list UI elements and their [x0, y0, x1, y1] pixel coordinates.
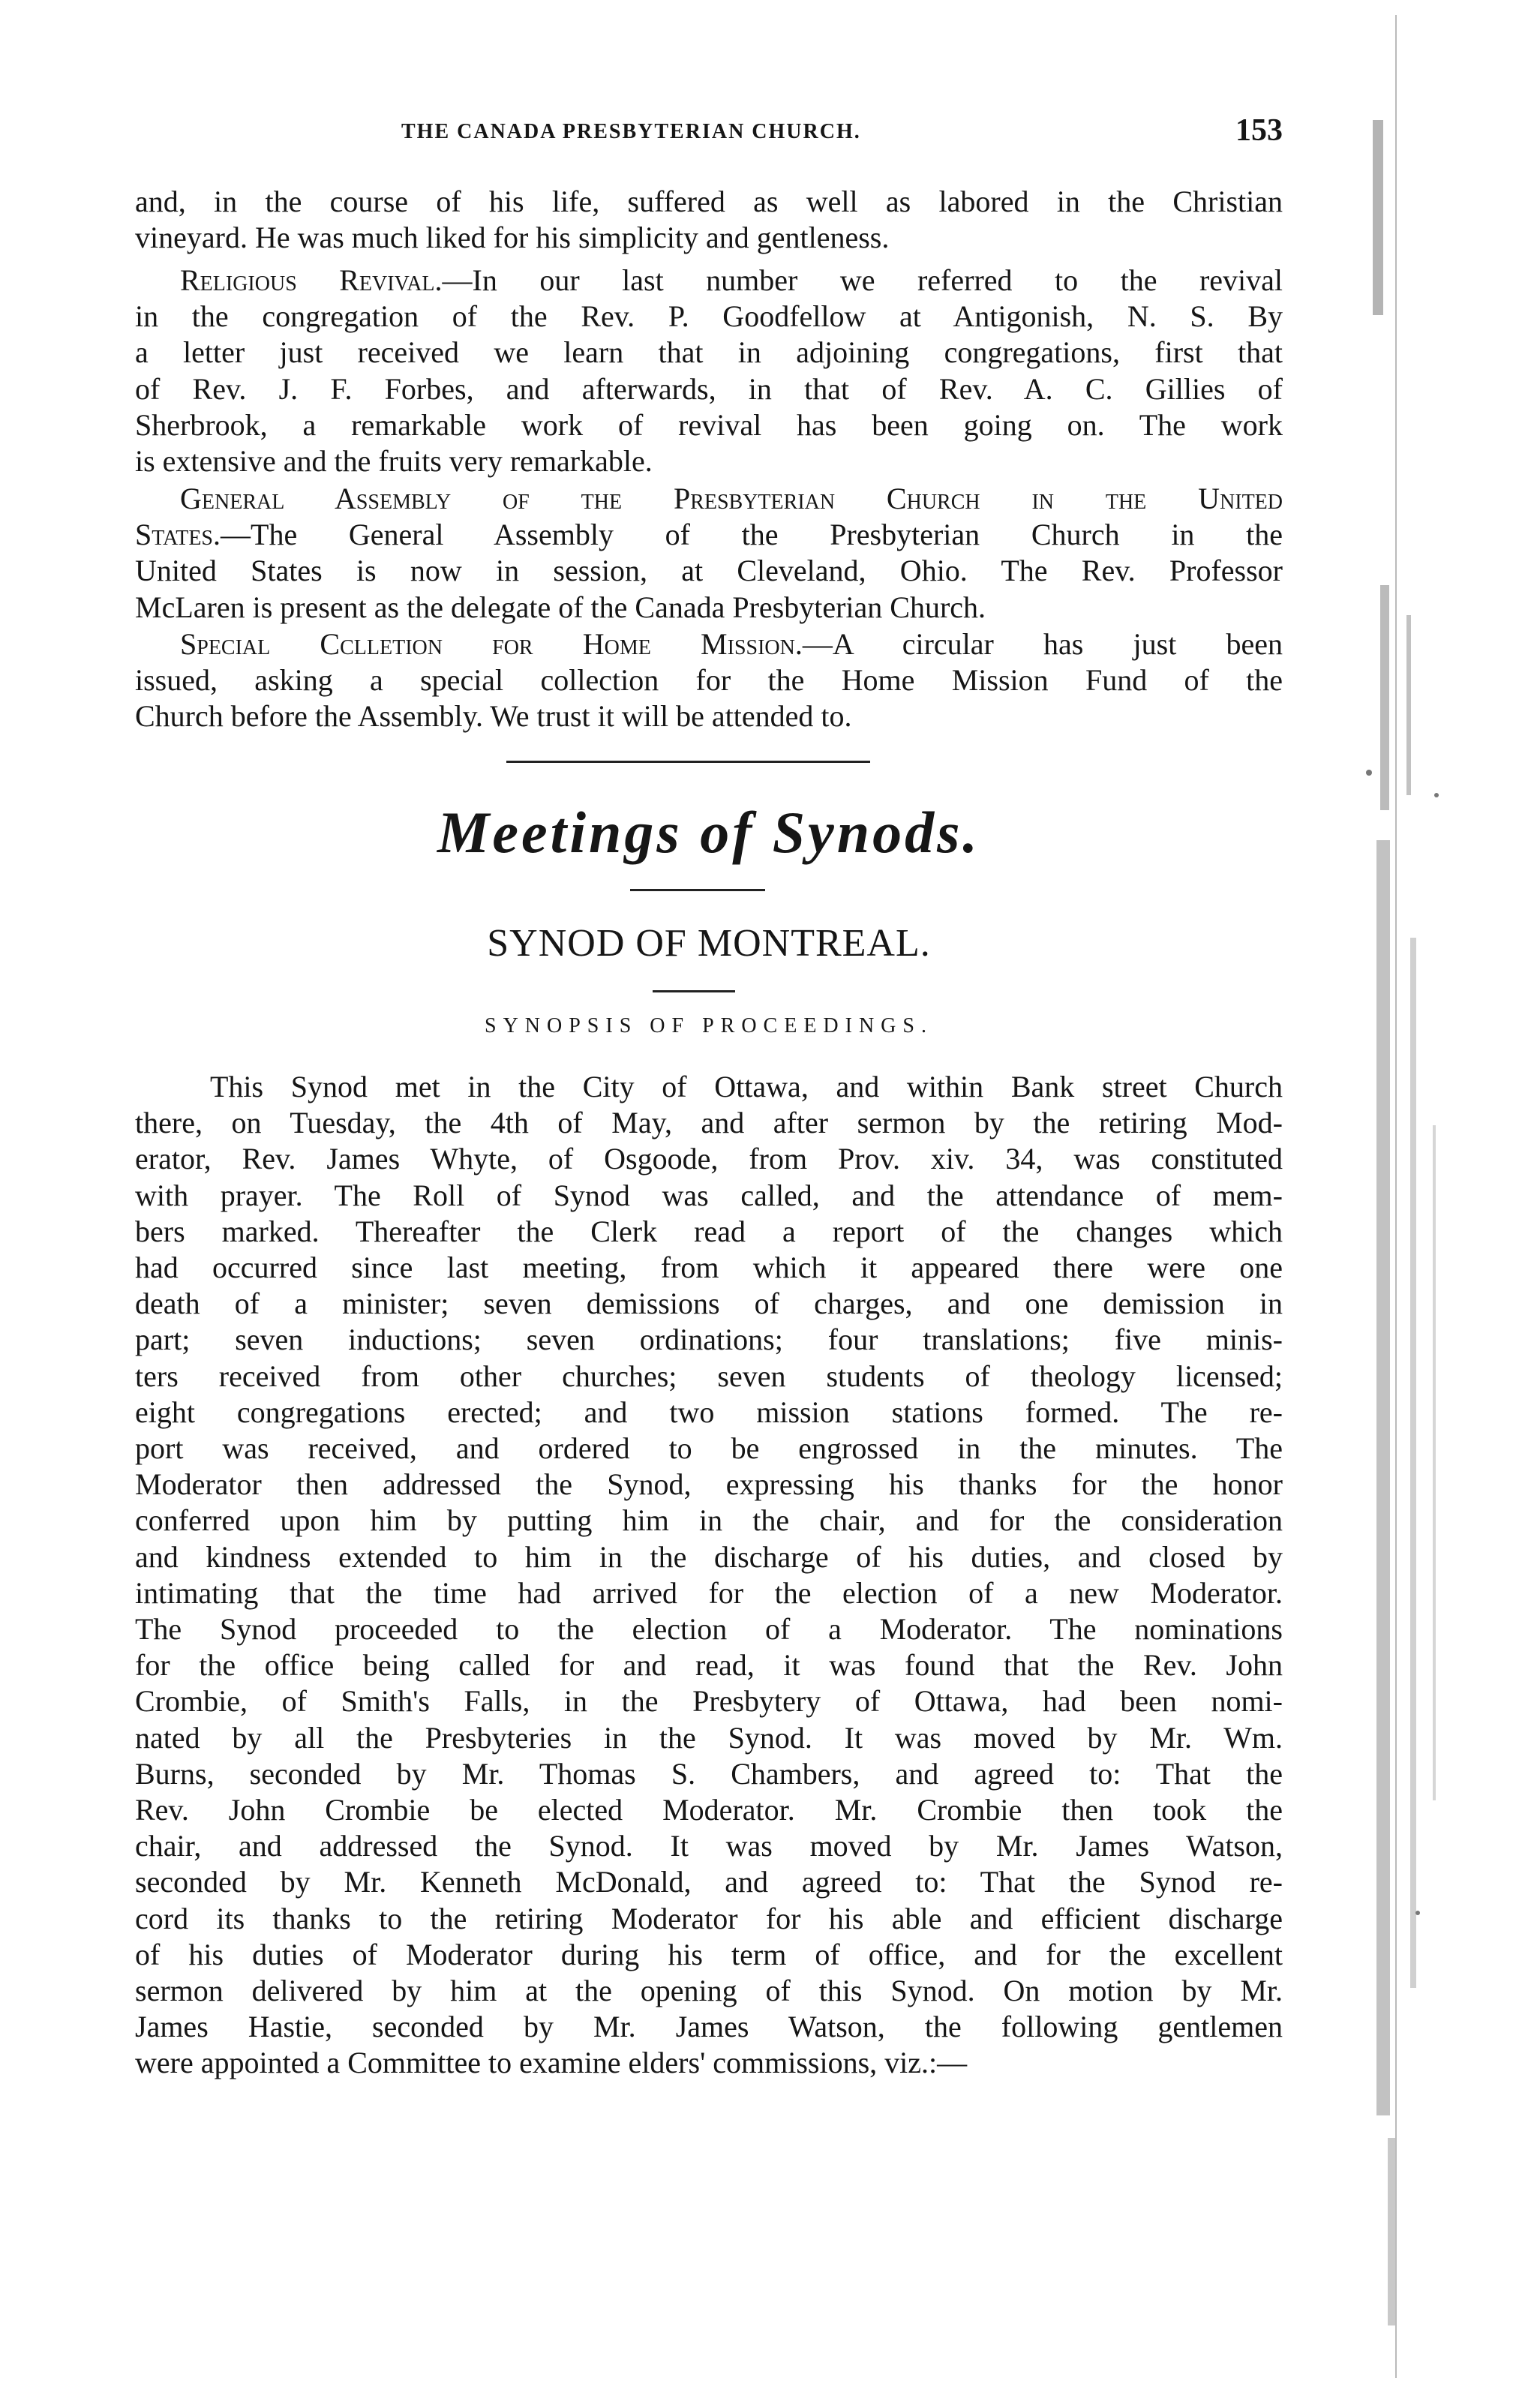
text-line: chair, and addressed the Synod. It was moved by Mr. James Watson, [135, 1829, 1283, 1863]
text-line: a letter just received we learn that in adjoining congregations, first that [135, 335, 1283, 370]
text-line [135, 263, 1283, 299]
page-number: 153 [1235, 113, 1283, 148]
text-line: The Synod proceeded to the election of a Moderator. The nominations [135, 1612, 1283, 1647]
divider-rule [506, 761, 870, 763]
synod-title: SYNOD OF MONTREAL. [487, 922, 931, 965]
intro-paragraph [135, 184, 1283, 256]
section-heading-general-assembly-cont: States. [135, 518, 221, 552]
text-line: ters received from other churches; seven students of theology licensed; [135, 1359, 1283, 1393]
text-line: and kindness extended to him in the discharge of his duties, and closed by [135, 1539, 1283, 1574]
running-title: THE CANADA PRESBYTERIAN CHURCH. [401, 120, 861, 143]
text-line: bers marked. Thereafter the Clerk read a report of the changes which [135, 1214, 1283, 1248]
text-line: for the office being called for and read, it was found that the Rev. John [135, 1648, 1283, 1683]
text-line: issued, asking a special collection for the Home Mission Fund of the [135, 663, 1283, 698]
religious-revival-paragraph [135, 263, 1283, 479]
text-line: death of a minister; seven demissions of charges, and one demission in [135, 1287, 1283, 1321]
text-line: is extensive and the fruits very remarkable. [135, 444, 653, 479]
text-line: of Rev. J. F. Forbes, and afterwards, in that of Rev. A. C. Gillies of [135, 371, 1283, 406]
text-fragment: —The General Assembly of the Presbyterian Church in the [221, 518, 1283, 552]
synod-proceedings-body [135, 1069, 1283, 2082]
special-collection-paragraph [135, 626, 1283, 735]
general-assembly-paragraph [135, 481, 1283, 626]
text-line: cord its thanks to the retiring Moderator for his able and efficient discharge [135, 1901, 1283, 1935]
page-header [135, 113, 1283, 158]
text-line: part; seven inductions; seven ordinations; four translations; five minis- [135, 1323, 1283, 1357]
scan-edge-noise [1365, 0, 1525, 2408]
text-line: nated by all the Presbyteries in the Synod. It was moved by Mr. Wm. [135, 1720, 1283, 1755]
text-line: United States is now in session, at Cleveland, Ohio. The Rev. Professor [135, 554, 1283, 588]
meetings-of-synods-heading: Meetings of Synods. [437, 800, 980, 865]
text-line [135, 626, 1283, 662]
text-line: This Synod met in the City of Ottawa, and within Bank street Church [210, 1070, 1283, 1103]
text-line: Burns, seconded by Mr. Thomas S. Chambers, and agreed to: That the [135, 1756, 1283, 1791]
text-line: in the congregation of the Rev. P. Goodfellow at Antigonish, N. S. By [135, 299, 1283, 334]
text-fragment: —A circular has just been [802, 627, 1283, 661]
text-line: port was received, and ordered to be engrossed in the minutes. The [135, 1431, 1283, 1466]
divider-rule-short [653, 990, 735, 992]
text-line [135, 517, 1283, 553]
text-line: McLaren is present as the delegate of the Canada Presbyterian Church. [135, 590, 986, 624]
text-line: of his duties of Moderator during his term of office, and for the excellent [135, 1937, 1283, 1971]
text-line: James Hastie, seconded by Mr. James Watson, the following gentlemen [135, 2010, 1283, 2044]
section-heading-general-assembly: General Assembly of the Presbyterian Church in the United [180, 482, 1283, 515]
text-line: had occurred since last meeting, from which it appeared there were one [135, 1251, 1283, 1285]
text-line: eight congregations erected; and two mission stations formed. The re- [135, 1395, 1283, 1429]
divider-rule-short [630, 889, 765, 891]
text-line: Crombie, of Smith's Falls, in the Presbytery of Ottawa, had been nomi- [135, 1684, 1283, 1719]
text-line: seconded by Mr. Kenneth McDonald, and agreed to: That the Synod re- [135, 1865, 1283, 1899]
text-line: Church before the Assembly. We trust it will be attended to. [135, 699, 852, 734]
text-line: conferred upon him by putting him in the chair, and for the consideration [135, 1503, 1283, 1538]
text-line: Sherbrook, a remarkable work of revival has been going on. The work [135, 407, 1283, 442]
text-line: and, in the course of his life, suffered as well as labored in the Christian [135, 185, 1283, 218]
text-line: Moderator then addressed the Synod, expressing his thanks for the honor [135, 1467, 1283, 1502]
text-line: erator, Rev. James Whyte, of Osgoode, from Prov. xiv. 34, was constituted [135, 1142, 1283, 1176]
section-heading-special-collection: Special Cclletion for Home Mission. [180, 627, 803, 661]
text-line: there, on Tuesday, the 4th of May, and after sermon by the retiring Mod- [135, 1106, 1283, 1140]
text-line: intimating that the time had arrived for the election of a new Moderator. [135, 1575, 1283, 1610]
text-line: were appointed a Committee to examine elders' commissions, viz.:— [135, 2046, 968, 2080]
text-fragment: —In our last number we referred to the revival [442, 263, 1283, 297]
text-line: Rev. John Crombie be elected Moderator. Mr. Crombie then took the [135, 1793, 1283, 1827]
synopsis-subtitle: SYNOPSIS OF PROCEEDINGS. [485, 1014, 933, 1037]
section-heading-religious-revival: Religious Revival. [180, 263, 443, 297]
text-line: sermon delivered by him at the opening of this Synod. On motion by Mr. [135, 1974, 1283, 2008]
text-line: vineyard. He was much liked for his simplicity and gentleness. [135, 221, 890, 255]
text-line: with prayer. The Roll of Synod was called, and the attendance of mem- [135, 1178, 1283, 1212]
